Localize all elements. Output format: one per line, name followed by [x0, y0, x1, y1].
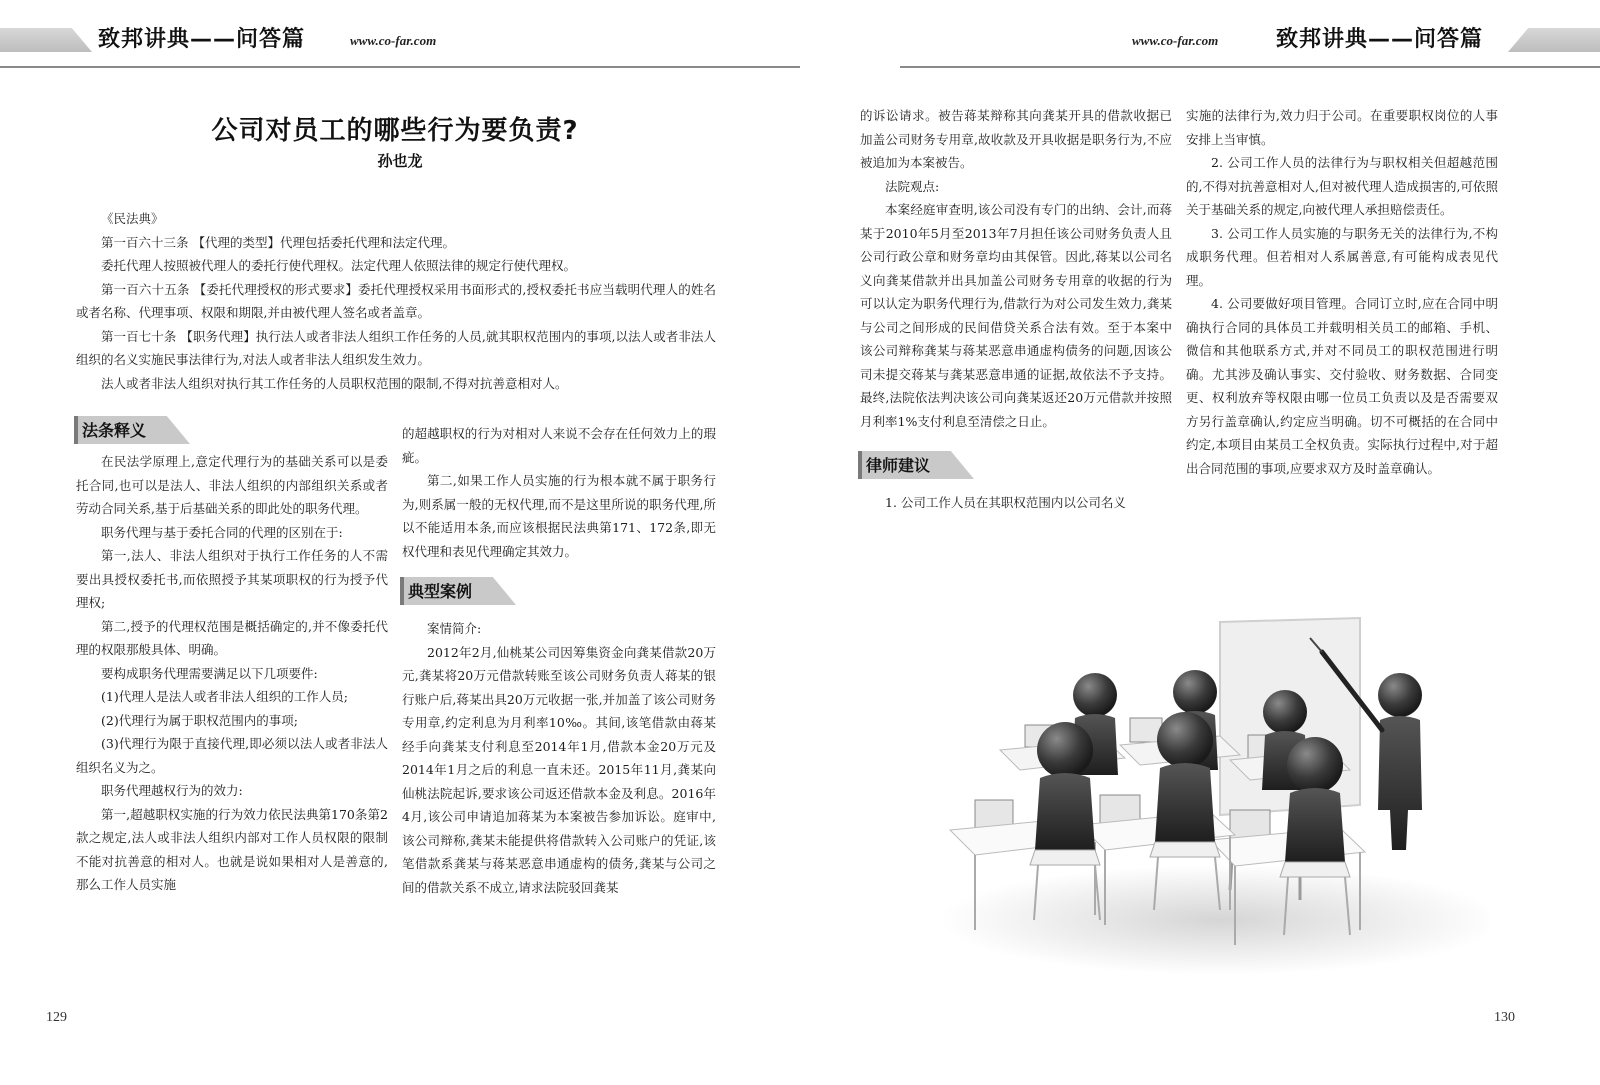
law-paragraph: 第一百七十条 【职务代理】执行法人或者非法人组织工作任务的人员,就其职权范围内的事项,以法人或者非法人组织的名义实施民事法律行为,对法人或者非法人组织发生效力。: [76, 328, 716, 367]
body-paragraph: 职务代理与基于委托合同的代理的区别在于:: [101, 524, 343, 540]
section-heading-tick: [400, 577, 404, 605]
brand-title: 致邦讲典——问答篇: [98, 27, 306, 52]
section-heading: [378, 577, 716, 607]
body-paragraph: 3. 公司工作人员实施的与职务无关的法律行为,不构成职务代理。但若相对人系属善意,有可能构成表见代理。: [1186, 225, 1498, 288]
site-url: www.co-far.com: [1132, 33, 1219, 48]
body-paragraph: 第一,超越职权实施的行为效力依民法典第170条第2款之规定,法人或非法人组织内部对工作人员权限的限制不能对抗善意的相对人。也就是说如果相对人是善意的,那么工作人员实施: [76, 806, 388, 892]
law-paragraph: 第一百六十五条 【委托代理授权的形式要求】委托代理授权采用书面形式的,授权委托书应当载明代理人的姓名或者名称、代理事项、权限和期限,并由被代理人签名或者盖章。: [76, 281, 716, 320]
header-rule: [0, 66, 800, 68]
section-heading-tick: [858, 451, 862, 479]
law-paragraph: 委托代理人按照被代理人的委托行使代理权。法定代理人依照法律的规定行使代理权。: [101, 258, 577, 273]
body-paragraph: 第二,如果工作人员实施的行为根本就不属于职务行为,则系属一般的无权代理,而不是这里所说的职务代理,所以不能适用本条,而应该根据民法典第171、172条,即无权代理和表见代理确定其效力。: [402, 473, 716, 559]
column-b: [402, 422, 716, 899]
section-heading-tick: [74, 416, 78, 444]
section-heading-label: 典型案例: [408, 582, 473, 601]
section-heading: [52, 416, 252, 446]
section-heading-label: 法条释义: [82, 421, 147, 440]
body-paragraph: (1)代理人是法人或者非法人组织的工作人员;: [101, 689, 348, 704]
site-url: www.co-far.com: [350, 33, 437, 48]
law-excerpt: [76, 207, 716, 395]
body-paragraph: 第二,授予的代理权范围是概括确定的,并不像委托代理的权限那般具体、明确。: [76, 618, 388, 657]
page-number-right: 130: [1494, 1010, 1515, 1025]
body-paragraph: 2012年2月,仙桃某公司因筹集资金向龚某借款20万元,龚某将20万元借款转账至该公司财务负责人蒋某的银行账户后,蒋某出具20万元收据一张,并加盖了该公司财务专用章,约定利息为月利率10‰。其间,该笔借款由蒋某经手向龚某支付利息至2014年1月,借款本金20万元及2014年1月之后的利息一直未还。2015年11月,龚某向仙桃法院起诉,要求该公司返还借款本金及利息。2016年4月,该公司申请追加蒋某为本案被告参加诉讼。庭审中,该公司辩称,龚某未能提供将借款转入公司账户的凭证,该笔借款系龚某与蒋某恶意串通虚构的债务,龚某与公司之间的借款关系不成立,请求法院驳回龚某: [402, 644, 716, 895]
page-number-left: 129: [46, 1010, 67, 1025]
article-author: 孙也龙: [377, 152, 423, 170]
body-paragraph: 职务代理越权行为的效力:: [101, 783, 243, 798]
body-paragraph: 1. 公司工作人员在其职权范围内以公司名义: [885, 495, 1126, 510]
header-tab-decoration: [0, 28, 92, 52]
body-paragraph: 的超越职权的行为对相对人来说不会存在任何效力上的瑕疵。: [402, 426, 716, 465]
body-paragraph: (3)代理行为限于直接代理,即必须以法人或者非法人组织名义为之。: [76, 736, 388, 775]
law-paragraph: 《民法典》: [101, 211, 164, 226]
body-paragraph: 的诉讼请求。被告蒋某辩称其向龚某开具的借款收据已加盖公司财务专用章,故收款及开具收据是职务行为,不应被追加为本案被告。: [860, 108, 1172, 170]
body-paragraph: 要构成职务代理需要满足以下几项要件:: [101, 665, 318, 681]
column-d: [1186, 104, 1498, 480]
header-tab-decoration: [1508, 28, 1600, 52]
law-paragraph: 第一百六十三条 【代理的类型】代理包括委托代理和法定代理。: [101, 234, 455, 250]
header-left: [0, 22, 700, 54]
column-a: [76, 421, 388, 897]
column-c: [860, 104, 1172, 515]
body-paragraph: 2. 公司工作人员的法律行为与职权相关但超越范围的,不得对抗善意相对人,但对被代理人造成损害的,可依照关于基础关系的规定,向被代理人承担赔偿责任。: [1186, 155, 1498, 217]
body-paragraph: 实施的法律行为,效力归于公司。在重要职权岗位的人事安排上当审慎。: [1186, 108, 1498, 147]
body-paragraph: 4. 公司要做好项目管理。合同订立时,应在合同中明确执行合同的具体员工并载明相关员工的邮箱、手机、微信和其他联系方式,并对不同员工的职权范围进行明确。尤其涉及确认事实、交付验收、财务数据、合同变更、权利放弃等权限由哪一位员工负责以及是否需要双方另行盖章确认,约定应当明确。切不可概括的在合同中约定,本项目由某员工全权负责。实际执行过程中,对于超出合同范围的事项,应要求双方及时盖章确认。: [1186, 296, 1498, 476]
article-title: 公司对员工的哪些行为要负责?: [211, 116, 579, 146]
body-paragraph: (2)代理行为属于职权范围内的事项;: [101, 712, 298, 728]
body-paragraph: 第一,法人、非法人组织对于执行工作任务的人不需要出具授权委托书,而依照授予其某项职权的行为授予代理权;: [76, 548, 388, 610]
body-paragraph: 案情简介:: [427, 621, 482, 636]
header-right: [900, 22, 1600, 54]
brand-title: 致邦讲典——问答篇: [1276, 27, 1484, 52]
body-paragraph: 本案经庭审查明,该公司没有专门的出纳、会计,而蒋某于2010年5月至2013年7月担任该公司财务负责人且公司行政公章和财务章均由其保管。因此,蒋某以公司名义向龚某借款并出具加盖公司财务专用章的收据的行为可以认定为职务代理行为,借款行为对公司发生效力,龚某与公司之间形成的民间借贷关系合法有效。至于本案中该公司辩称龚某与蒋某恶意串通虚构债务的问题,因该公司未提交蒋某与龚某恶意串通的证据,故依法不予支持。最终,法院依法判决该公司向龚某返还20万元借款并按照月利率1%支付利息至清偿之日止。: [860, 202, 1172, 429]
body-paragraph: 在民法学原理上,意定代理行为的基础关系可以是委托合同,也可以是法人、非法人组织的内部组织关系或者劳动合同关系,基于后基础关系的即此处的职务代理。: [76, 454, 388, 516]
section-heading-label: 律师建议: [866, 456, 931, 475]
law-paragraph: 法人或者非法人组织对执行其工作任务的人员职权范围的限制,不得对抗善意相对人。: [101, 375, 568, 391]
meeting-illustration-icon: [930, 600, 1490, 980]
section-heading: [836, 451, 1172, 481]
body-paragraph: 法院观点:: [885, 178, 940, 194]
header-rule: [900, 66, 1600, 68]
